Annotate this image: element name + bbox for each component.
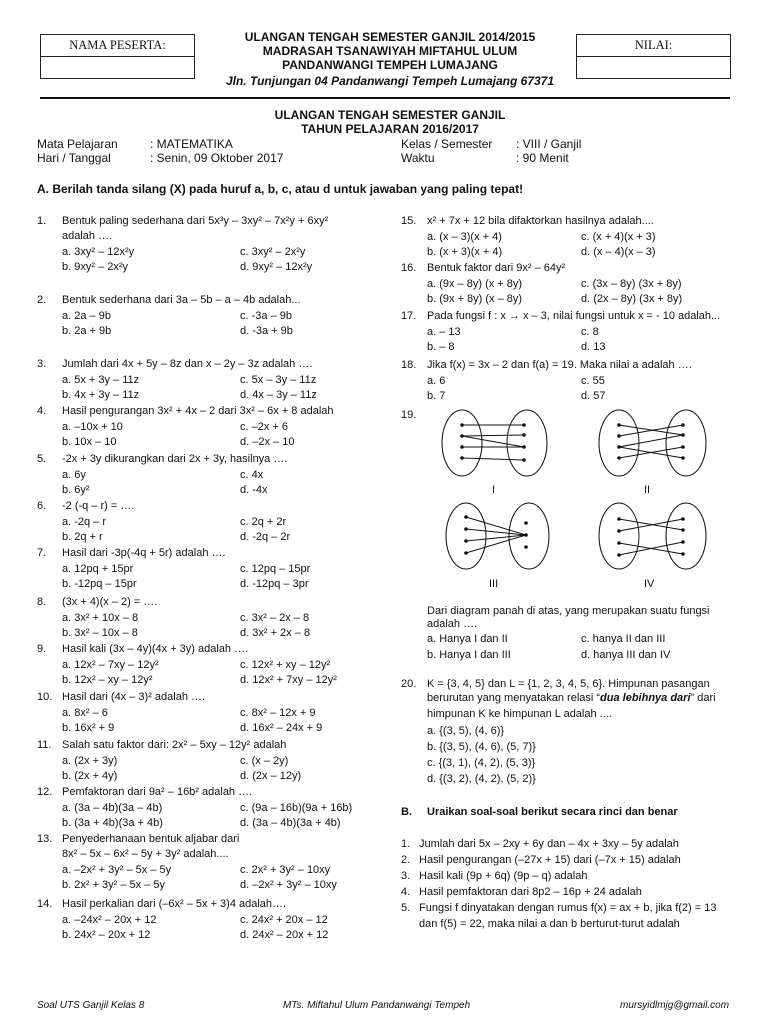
q5-number: 5. [37, 453, 47, 465]
q1-text: adalah …. [62, 230, 113, 242]
q12-number: 12. [37, 786, 53, 798]
q10-number: 10. [37, 691, 53, 703]
q8-option-d[interactable]: d. 3x² + 2x – 8 [240, 627, 311, 639]
q4-option-b[interactable]: b. 10x – 10 [62, 436, 117, 448]
subject-value: : MATEMATIKA [150, 137, 233, 151]
q20-text-line2 [427, 692, 716, 704]
essay-2-number: 2. [401, 854, 411, 866]
q11-option-a[interactable]: a. (2x + 3y) [62, 755, 118, 767]
section-b-label: B. [401, 806, 412, 818]
arrow-diagrams [430, 405, 730, 600]
essay-4-number: 4. [401, 886, 411, 898]
essay-3-number: 3. [401, 870, 411, 882]
q16-option-b[interactable]: b. (9x + 8y) (x – 8y) [427, 293, 523, 305]
q14-option-c[interactable]: c. 24x² + 20x – 12 [240, 914, 328, 926]
q20-relation-emphasis: dua lebihnya dari [600, 692, 691, 704]
q5-option-d[interactable]: d. -4x [240, 484, 268, 496]
footer-right: mursyidlmjg@gmail.com [620, 1000, 730, 1011]
diagram-label-iii: III [489, 578, 499, 590]
essay-2-text: Hasil pengurangan (–27x + 15) dari (–7x + 15) adalah [419, 854, 681, 866]
q6-option-c[interactable]: c. 2q + 2r [240, 516, 287, 528]
essay-6-text: dan f(5) = 22, maka nilai a dan b berturut-turut adalah [419, 918, 680, 930]
q20-line2-post: ” dari [690, 692, 716, 704]
footer-left: Soal UTS Ganjil Kelas 8 [37, 1000, 145, 1011]
q2-number: 2. [37, 294, 47, 306]
q17-option-d[interactable]: d. 13 [581, 341, 606, 353]
diagram-label-iv: IV [644, 578, 655, 590]
q8-option-b[interactable]: b. 3x² – 10x – 8 [62, 627, 138, 639]
q17-number: 17. [401, 310, 417, 322]
q13-number: 13. [37, 833, 53, 845]
q8-number: 8. [37, 596, 47, 608]
time-label: Waktu [401, 151, 435, 165]
diagram-label-i: I [492, 484, 496, 496]
q14-text: Hasil perkalian dari (–6x² – 5x + 3)4 adalah…. [62, 898, 287, 910]
q8-option-c[interactable]: c. 3x² – 2x – 8 [240, 612, 310, 624]
essay-3-text: Hasil kali (9p + 6q) (9p – q) adalah [419, 870, 588, 882]
diagram-iii [446, 503, 549, 569]
section-a-title: A. Berilah tanda silang (X) pada huruf a, b, c, atau d untuk jawaban yang paling tepat! [37, 182, 524, 196]
q16-number: 16. [401, 262, 417, 274]
q15-text: x² + 7x + 12 bila difaktorkan hasilnya adalah.... [427, 215, 654, 227]
q7-option-a[interactable]: a. 12pq + 15pr [62, 563, 134, 575]
q20-option-b[interactable]: b. {(3, 5), (4, 6), (5, 7)} [427, 741, 536, 753]
q18-number: 18. [401, 359, 417, 371]
q15-option-a[interactable]: a. (x – 3)(x + 4) [427, 231, 502, 243]
score-box[interactable] [576, 34, 731, 79]
q7-option-c[interactable]: c. 12pq – 15pr [240, 563, 311, 575]
q19-number: 19. [401, 409, 417, 421]
q8-text: (3x + 4)(x – 2) = …. [62, 596, 158, 608]
q7-option-b[interactable]: b. -12pq – 15pr [62, 578, 137, 590]
q6-option-a[interactable]: a. -2q – r [62, 516, 107, 528]
q13-option-a[interactable]: a. –2x² + 3y² – 5x – 5y [62, 864, 172, 876]
q18-text: Jika f(x) = 3x – 2 dan f(a) = 19. Maka nilai a adalah …. [427, 359, 692, 371]
q6-option-b[interactable]: b. 2q + r [62, 531, 103, 543]
q2-text: Bentuk sederhana dari 3a – 5b – a – 4b adalah... [62, 294, 301, 306]
q20-number: 20. [401, 678, 417, 690]
q4-option-c[interactable]: c. –2x + 6 [240, 421, 289, 433]
q17-option-a[interactable]: a. – 13 [427, 326, 461, 338]
q9-option-b[interactable]: b. 12x² – xy – 12y² [62, 674, 153, 686]
q16-option-d[interactable]: d. (2x – 8y) (3x + 8y) [581, 293, 683, 305]
q9-option-d[interactable]: d. 12x² + 7xy – 12y² [240, 674, 337, 686]
q5-text: -2x + 3y dikurangkan dari 2x + 3y, hasilnya …. [62, 453, 288, 465]
q10-option-a[interactable]: a. 8x² – 6 [62, 707, 108, 719]
exam-title-line2: TAHUN PELAJARAN 2016/2017 [301, 122, 479, 136]
diagram-ii [599, 410, 706, 476]
q18-option-c[interactable]: c. 55 [581, 375, 605, 387]
q16-option-c[interactable]: c. (3x – 8y) (3x + 8y) [581, 278, 682, 290]
q15-option-b[interactable]: b. (x + 3)(x + 4) [427, 246, 503, 258]
school-header-line2: MADRASAH TSANAWIYAH MIFTAHUL ULUM [262, 44, 518, 58]
q16-text: Bentuk faktor dari 9x² – 64y² [427, 262, 566, 274]
subject-label: Mata Pelajaran [37, 137, 118, 151]
q3-option-c[interactable]: c. 5x – 3y – 11z [240, 374, 317, 386]
q7-option-d[interactable]: d. -12pq – 3pr [240, 578, 309, 590]
q15-option-d[interactable]: d. (x – 4)(x – 3) [581, 246, 656, 258]
q15-option-c[interactable]: c. (x + 4)(x + 3) [581, 231, 656, 243]
q19-option-a[interactable]: a. Hanya I dan II [427, 633, 508, 645]
q19-option-d[interactable]: d. hanya III dan IV [581, 649, 671, 661]
q2-option-d[interactable]: d. -3a + 9b [240, 325, 293, 337]
q14-option-a[interactable]: a. –24x² – 20x + 12 [62, 914, 157, 926]
q19-text-line1: Dari diagram panah di atas, yang merupakan suatu fungsi [427, 605, 710, 617]
essay-1-number: 1. [401, 838, 411, 850]
q15-number: 15. [401, 215, 417, 227]
q20-option-a[interactable]: a. {(3, 5), (4, 6)} [427, 725, 505, 737]
q13-option-d[interactable]: d. –2x² + 3y² – 10xy [240, 879, 337, 891]
q3-option-d[interactable]: d. 4x – 3y – 11z [240, 389, 317, 401]
q19-text-line2: adalah …. [427, 618, 478, 630]
q14-option-b[interactable]: b. 24x² – 20x + 12 [62, 929, 151, 941]
diagram-label-ii: II [644, 484, 651, 496]
q18-option-a[interactable]: a. 6 [427, 375, 446, 387]
q11-option-b[interactable]: b. (2x + 4y) [62, 770, 118, 782]
footer-center: MTs. Miftahul Ulum Pandanwangi Tempeh [283, 1000, 471, 1011]
class-value: : VIII / Ganjil [516, 137, 582, 151]
time-value: : 90 Menit [516, 151, 569, 165]
q2-option-b[interactable]: b. 2a + 9b [62, 325, 112, 337]
q17-text: Pada fungsi f : x → x – 3, nilai fungsi untuk x = - 10 adalah... [427, 310, 721, 322]
q11-option-d[interactable]: d. (2x – 12y) [240, 770, 302, 782]
q20-option-c[interactable]: c. {(3, 1), (4, 2), (5, 3)} [427, 757, 536, 769]
q3-number: 3. [37, 358, 47, 370]
q16-option-a[interactable]: a. (9x – 8y) (x + 8y) [427, 278, 523, 290]
q20-text-line3: himpunan K ke himpunan L adalah .... [427, 708, 612, 720]
q6-option-d[interactable]: d. -2q – 2r [240, 531, 291, 543]
score-label: NILAI: [634, 38, 673, 52]
q6-number: 6. [37, 500, 47, 512]
q4-number: 4. [37, 405, 47, 417]
q11-text: Salah satu faktor dari: 2x² – 5xy – 12y² adalah [62, 739, 287, 751]
q11-option-c[interactable]: c. (x – 2y) [240, 755, 289, 767]
q12-option-b[interactable]: b. (3a + 4b)(3a + 4b) [62, 817, 163, 829]
q1-option-c[interactable]: c. 3xy² – 2x²y [240, 246, 306, 258]
date-label: Hari / Tanggal [37, 151, 111, 165]
school-header-line1: ULANGAN TENGAH SEMESTER GANJIL 2014/2015 [244, 30, 536, 44]
essay-4-text: Hasil pemfaktoran dari 8p2 – 16p + 24 adalah [419, 886, 642, 898]
q8-option-a[interactable]: a. 3x² + 10x – 8 [62, 612, 139, 624]
q5-option-a[interactable]: a. 6y [62, 469, 86, 481]
q4-option-d[interactable]: d. –2x – 10 [240, 436, 295, 448]
divider [41, 56, 194, 57]
q10-option-b[interactable]: b. 16x² + 9 [62, 722, 115, 734]
q19-option-b[interactable]: b. Hanya I dan III [427, 649, 511, 661]
q10-text: Hasil dari (4x – 3)² adalah …. [62, 691, 206, 703]
q9-option-a[interactable]: a. 12x² – 7xy – 12y² [62, 659, 159, 671]
q9-option-c[interactable]: c. 12x² + xy – 12y² [240, 659, 331, 671]
school-header-line3: PANDANWANGI TEMPEH LUMAJANG [282, 58, 498, 72]
q5-option-b[interactable]: b. 6y² [62, 484, 90, 496]
participant-name-box[interactable] [40, 34, 195, 79]
q9-number: 9. [37, 643, 47, 655]
date-value: : Senin, 09 Oktober 2017 [150, 151, 284, 165]
school-address: Jln. Tunjungan 04 Pandanwangi Tempeh Lumajang 67371 [225, 74, 555, 88]
participant-name-label: NAMA PESERTA: [69, 38, 166, 52]
essay-1-text: Jumlah dari 5x – 2xy + 6y dan – 4x + 3xy – 5y adalah [419, 838, 679, 850]
q7-number: 7. [37, 547, 47, 559]
q12-option-d[interactable]: d. (3a – 4b)(3a + 4b) [240, 817, 341, 829]
essay-5-text: Fungsi f dinyatakan dengan rumus f(x) = ax + b, jika f(2) = 13 [419, 902, 717, 914]
q5-option-c[interactable]: c. 4x [240, 469, 264, 481]
q1-option-b[interactable]: b. 9xy² – 2x²y [62, 261, 129, 273]
q4-option-a[interactable]: a. –10x + 10 [62, 421, 123, 433]
q14-number: 14. [37, 898, 53, 910]
q12-option-a[interactable]: a. (3a – 4b)(3a – 4b) [62, 802, 163, 814]
q20-option-d[interactable]: d. {(3, 2), (4, 2), (5, 2)} [427, 773, 536, 785]
q13-text: Penyederhanaan bentuk aljabar dari [62, 833, 240, 845]
q19-option-c[interactable]: c. hanya II dan III [581, 633, 666, 645]
diagram-i [442, 410, 547, 476]
diagram-iv [599, 503, 706, 569]
q1-option-d[interactable]: d. 9xy² – 12x²y [240, 261, 313, 273]
q11-number: 11. [37, 739, 52, 751]
q13-option-b[interactable]: b. 2x² + 3y² – 5x – 5y [62, 879, 166, 891]
exam-title-line1: ULANGAN TENGAH SEMESTER GANJIL [274, 108, 506, 122]
section-b-title: Uraikan soal-soal berikut secara rinci dan benar [427, 806, 678, 818]
q18-option-b[interactable]: b. 7 [427, 390, 446, 402]
q3-text: Jumlah dari 4x + 5y – 8z dan x – 2y – 3z adalah …. [62, 358, 313, 370]
header-rule [40, 97, 730, 99]
q10-option-d[interactable]: d. 16x² – 24x + 9 [240, 722, 323, 734]
q13-option-c[interactable]: c. 2x² + 3y² – 10xy [240, 864, 331, 876]
q17-option-c[interactable]: c. 8 [581, 326, 599, 338]
q17-option-b[interactable]: b. – 8 [427, 341, 455, 353]
q13-text: 8x² – 5x – 6x² – 5y + 3y² adalah.... [62, 848, 229, 860]
q1-text: Bentuk paling sederhana dari 5x³y – 3xy² – 7x²y + 6xy² [62, 215, 329, 227]
q20-text-line1: K = {3, 4, 5} dan L = {1, 2, 3, 4, 5, 6}. Himpunan pasangan [427, 678, 710, 690]
q4-text: Hasil pengurangan 3x² + 4x – 2 dari 3x² – 6x + 8 adalah [62, 405, 334, 417]
q9-text: Hasil kali (3x – 4y)(4x + 3y) adalah …. [62, 643, 249, 655]
q7-text: Hasil dari -3p(-4q + 5r) adalah …. [62, 547, 226, 559]
q2-option-c[interactable]: c. -3a – 9b [240, 310, 292, 322]
essay-5-number: 5. [401, 902, 411, 914]
class-label: Kelas / Semester [401, 137, 493, 151]
q1-number: 1. [37, 215, 47, 227]
divider [577, 56, 730, 57]
q3-option-b[interactable]: b. 4x + 3y – 11z [62, 389, 140, 401]
q10-option-c[interactable]: c. 8x² – 12x + 9 [240, 707, 316, 719]
q6-text: -2 (-q – r) = …. [62, 500, 135, 512]
q14-option-d[interactable]: d. 24x² – 20x + 12 [240, 929, 329, 941]
q12-option-c[interactable]: c. (9a – 16b)(9a + 16b) [240, 802, 353, 814]
q12-text: Pemfaktoran dari 9a² – 16b² adalah …. [62, 786, 253, 798]
q20-line2-pre: berurutan yang menyatakan relasi “ [427, 692, 601, 704]
q3-option-a[interactable]: a. 5x + 3y – 11z [62, 374, 140, 386]
q2-option-a[interactable]: a. 2a – 9b [62, 310, 111, 322]
q18-option-d[interactable]: d. 57 [581, 390, 606, 402]
q1-option-a[interactable]: a. 3xy² – 12x²y [62, 246, 135, 258]
